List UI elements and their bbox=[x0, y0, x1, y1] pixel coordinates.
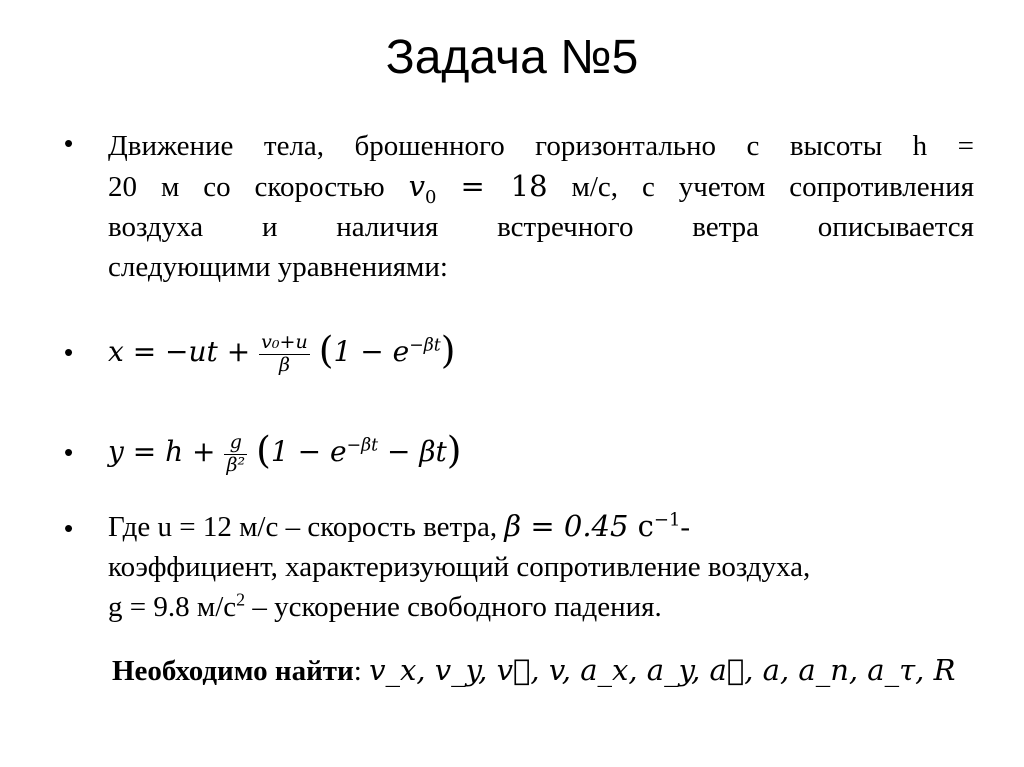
fraction: $\frac{\text{v₀+u}}{\beta}$ bbox=[261, 331, 308, 377]
v0-symbol: $v_0$ bbox=[408, 169, 437, 208]
find-label: Необходимо найти bbox=[112, 655, 354, 687]
find-quantities: Необходимо найти: v_x, v_y, v⃗, v, a_x, a_y, a⃗, a, a_n, a_τ, R bbox=[112, 653, 956, 687]
parameters-text bbox=[108, 506, 974, 627]
parameters-line-2: коэффициент, характеризующий сопротивление воздуха, bbox=[108, 551, 811, 583]
parameters-line-3: g = 9.8 $м/с^2$ – ускорение свободного падения. bbox=[108, 589, 662, 623]
problem-description bbox=[108, 126, 974, 287]
bullet-marker: • bbox=[64, 513, 74, 543]
bullet-marker: • bbox=[64, 437, 74, 467]
bullet-marker: • bbox=[64, 128, 74, 158]
equation-y: y = h + $\frac{g}{\text{β²}}$ $(1 - e^{-\beta t} - \beta t)$ bbox=[108, 428, 462, 477]
description-line-1: Движение тела, брошенного горизонтально с высоты h = bbox=[108, 130, 974, 162]
description-line-2: 20 м со скоростью $v_0 = 18$ м/с, с учетом сопротивления bbox=[108, 169, 975, 208]
beta-value: β = 0.45 bbox=[504, 509, 629, 543]
slide-title: Задача №5 bbox=[385, 31, 639, 84]
fraction: $\frac{g}{\text{β²}}$ bbox=[226, 431, 246, 477]
parameters-line-1: Где u = 12 м/с – скорость ветра, β = 0.45 $с^{-1}-$ bbox=[108, 509, 691, 543]
bullet-marker: • bbox=[64, 337, 74, 367]
description-line-4: следующими уравнениями: bbox=[108, 251, 448, 283]
quantities-list: v_x, v_y, v⃗, v, a_x, a_y, a⃗, a, a_n, a_τ, R bbox=[369, 653, 956, 687]
v0-value: = 18 bbox=[460, 169, 548, 203]
equation-x: x = −ut + $\frac{\text{v₀+u}}{\beta}$ $(1 - e^{-\beta t})$ bbox=[108, 328, 456, 377]
description-line-3: воздуха и наличия встречного ветра описывается bbox=[108, 211, 974, 243]
